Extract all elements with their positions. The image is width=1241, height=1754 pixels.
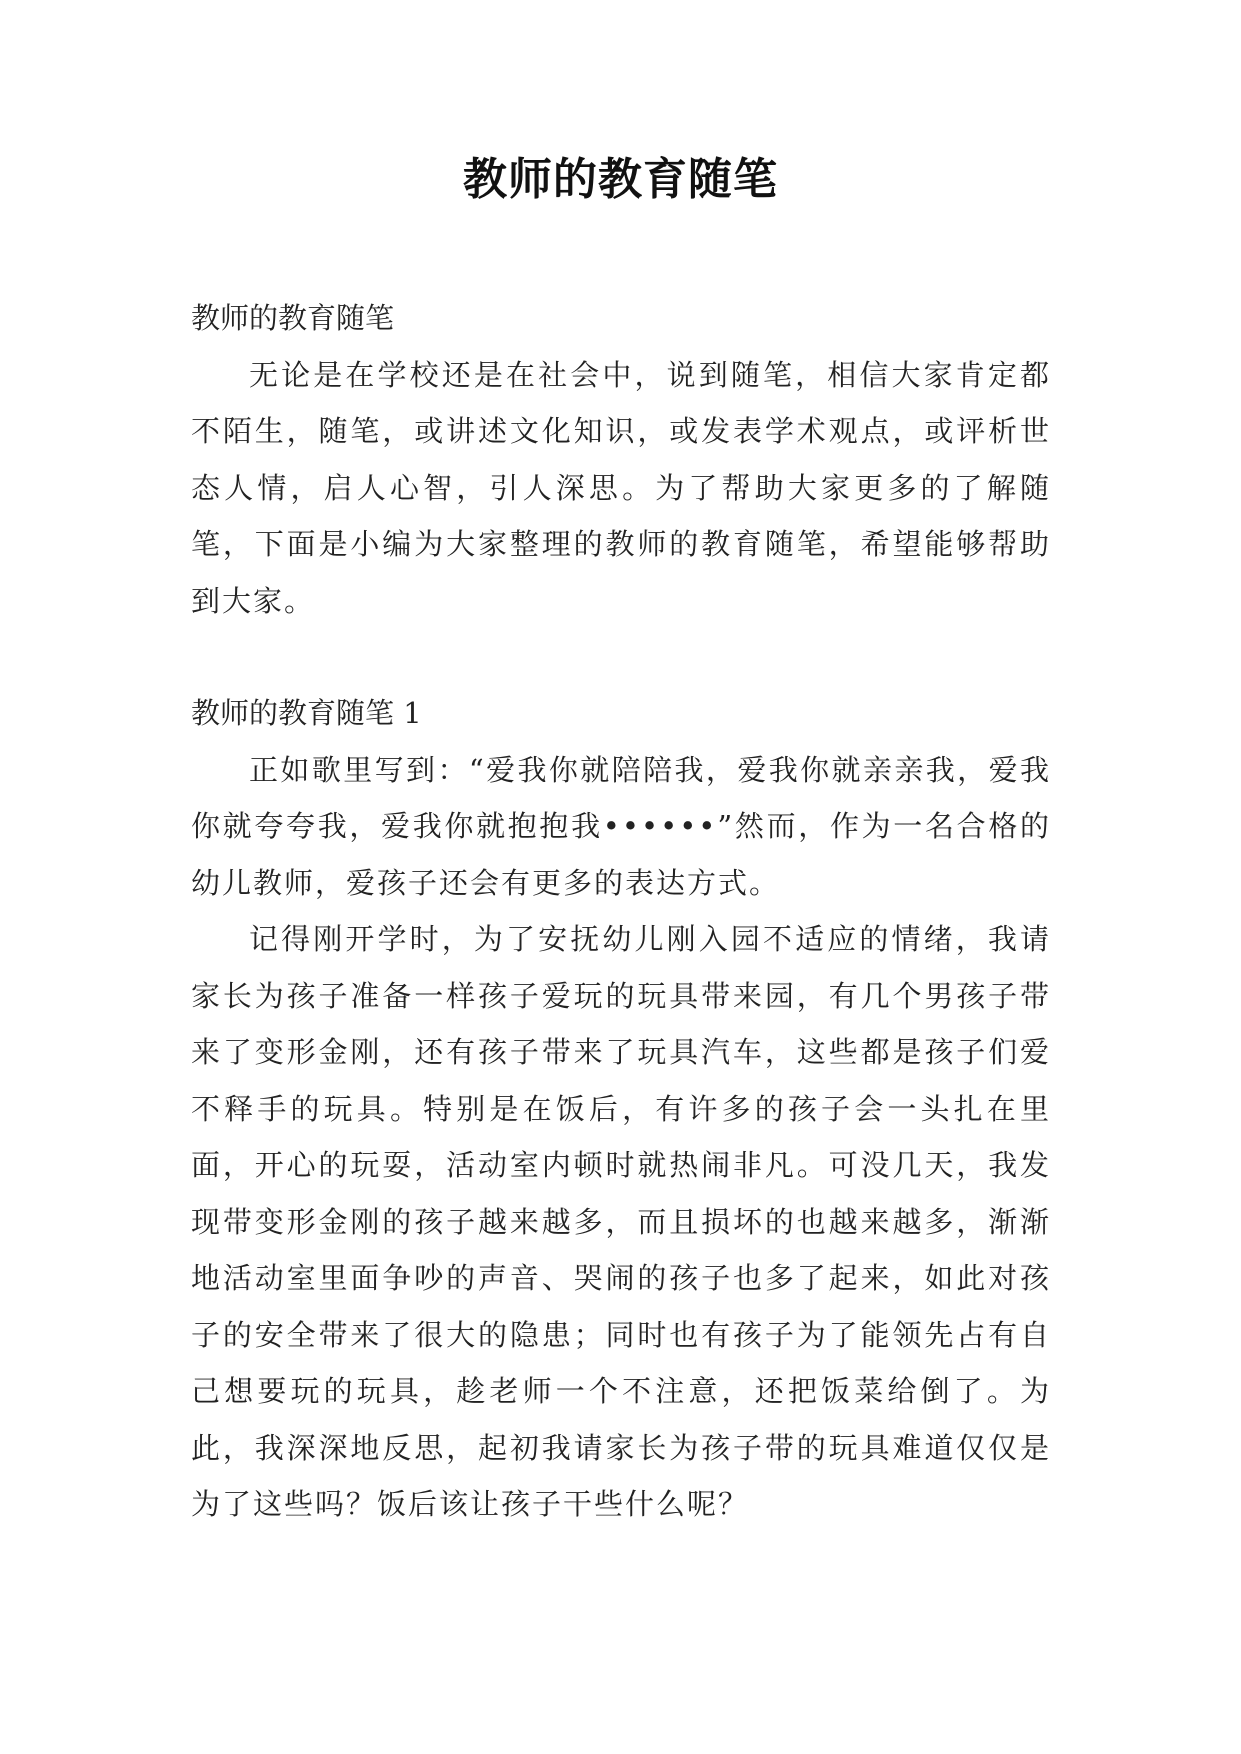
- document-title: 教师的教育随笔: [463, 154, 778, 205]
- section-1-heading: 教师的教育随笔 1: [191, 696, 422, 730]
- document-body: [191, 290, 1051, 1533]
- section-1-paragraph-1: 正如歌里写到：“爱我你就陪陪我，爱我你就亲亲我，爱我你就夸夸我，爱我你就抱抱我••••••”然而，作为一名合格的幼儿教师，爱孩子还会有更多的表达方式。: [191, 752, 1051, 900]
- intro-paragraph: 无论是在学校还是在社会中，说到随笔，相信大家肯定都不陌生，随笔，或讲述文化知识，或发表学术观点，或评析世态人情，启人心智，引人深思。为了帮助大家更多的了解随笔，下面是小编为大家整理的教师的教育随笔，希望能够帮助到大家。: [191, 357, 1051, 618]
- section-spacer: [191, 629, 1051, 685]
- intro-heading: 教师的教育随笔: [191, 301, 395, 335]
- section-1-paragraph-2: 记得刚开学时，为了安抚幼儿刚入园不适应的情绪，我请家长为孩子准备一样孩子爱玩的玩具带来园，有几个男孩子带来了变形金刚，还有孩子带来了玩具汽车，这些都是孩子们爱不释手的玩具。特别是在饭后，有许多的孩子会一头扎在里面，开心的玩耍，活动室内顿时就热闹非凡。可没几天，我发现带变形金刚的孩子越来越多，而且损坏的也越来越多，渐渐地活动室里面争吵的声音、哭闹的孩子也多了起来，如此对孩子的安全带来了很大的隐患；同时也有孩子为了能领先占有自己想要玩的玩具，趁老师一个不注意，还把饭菜给倒了。为此，我深深地反思，起初我请家长为孩子带的玩具难道仅仅是为了这些吗？饭后该让孩子干些什么呢？: [191, 922, 1051, 1521]
